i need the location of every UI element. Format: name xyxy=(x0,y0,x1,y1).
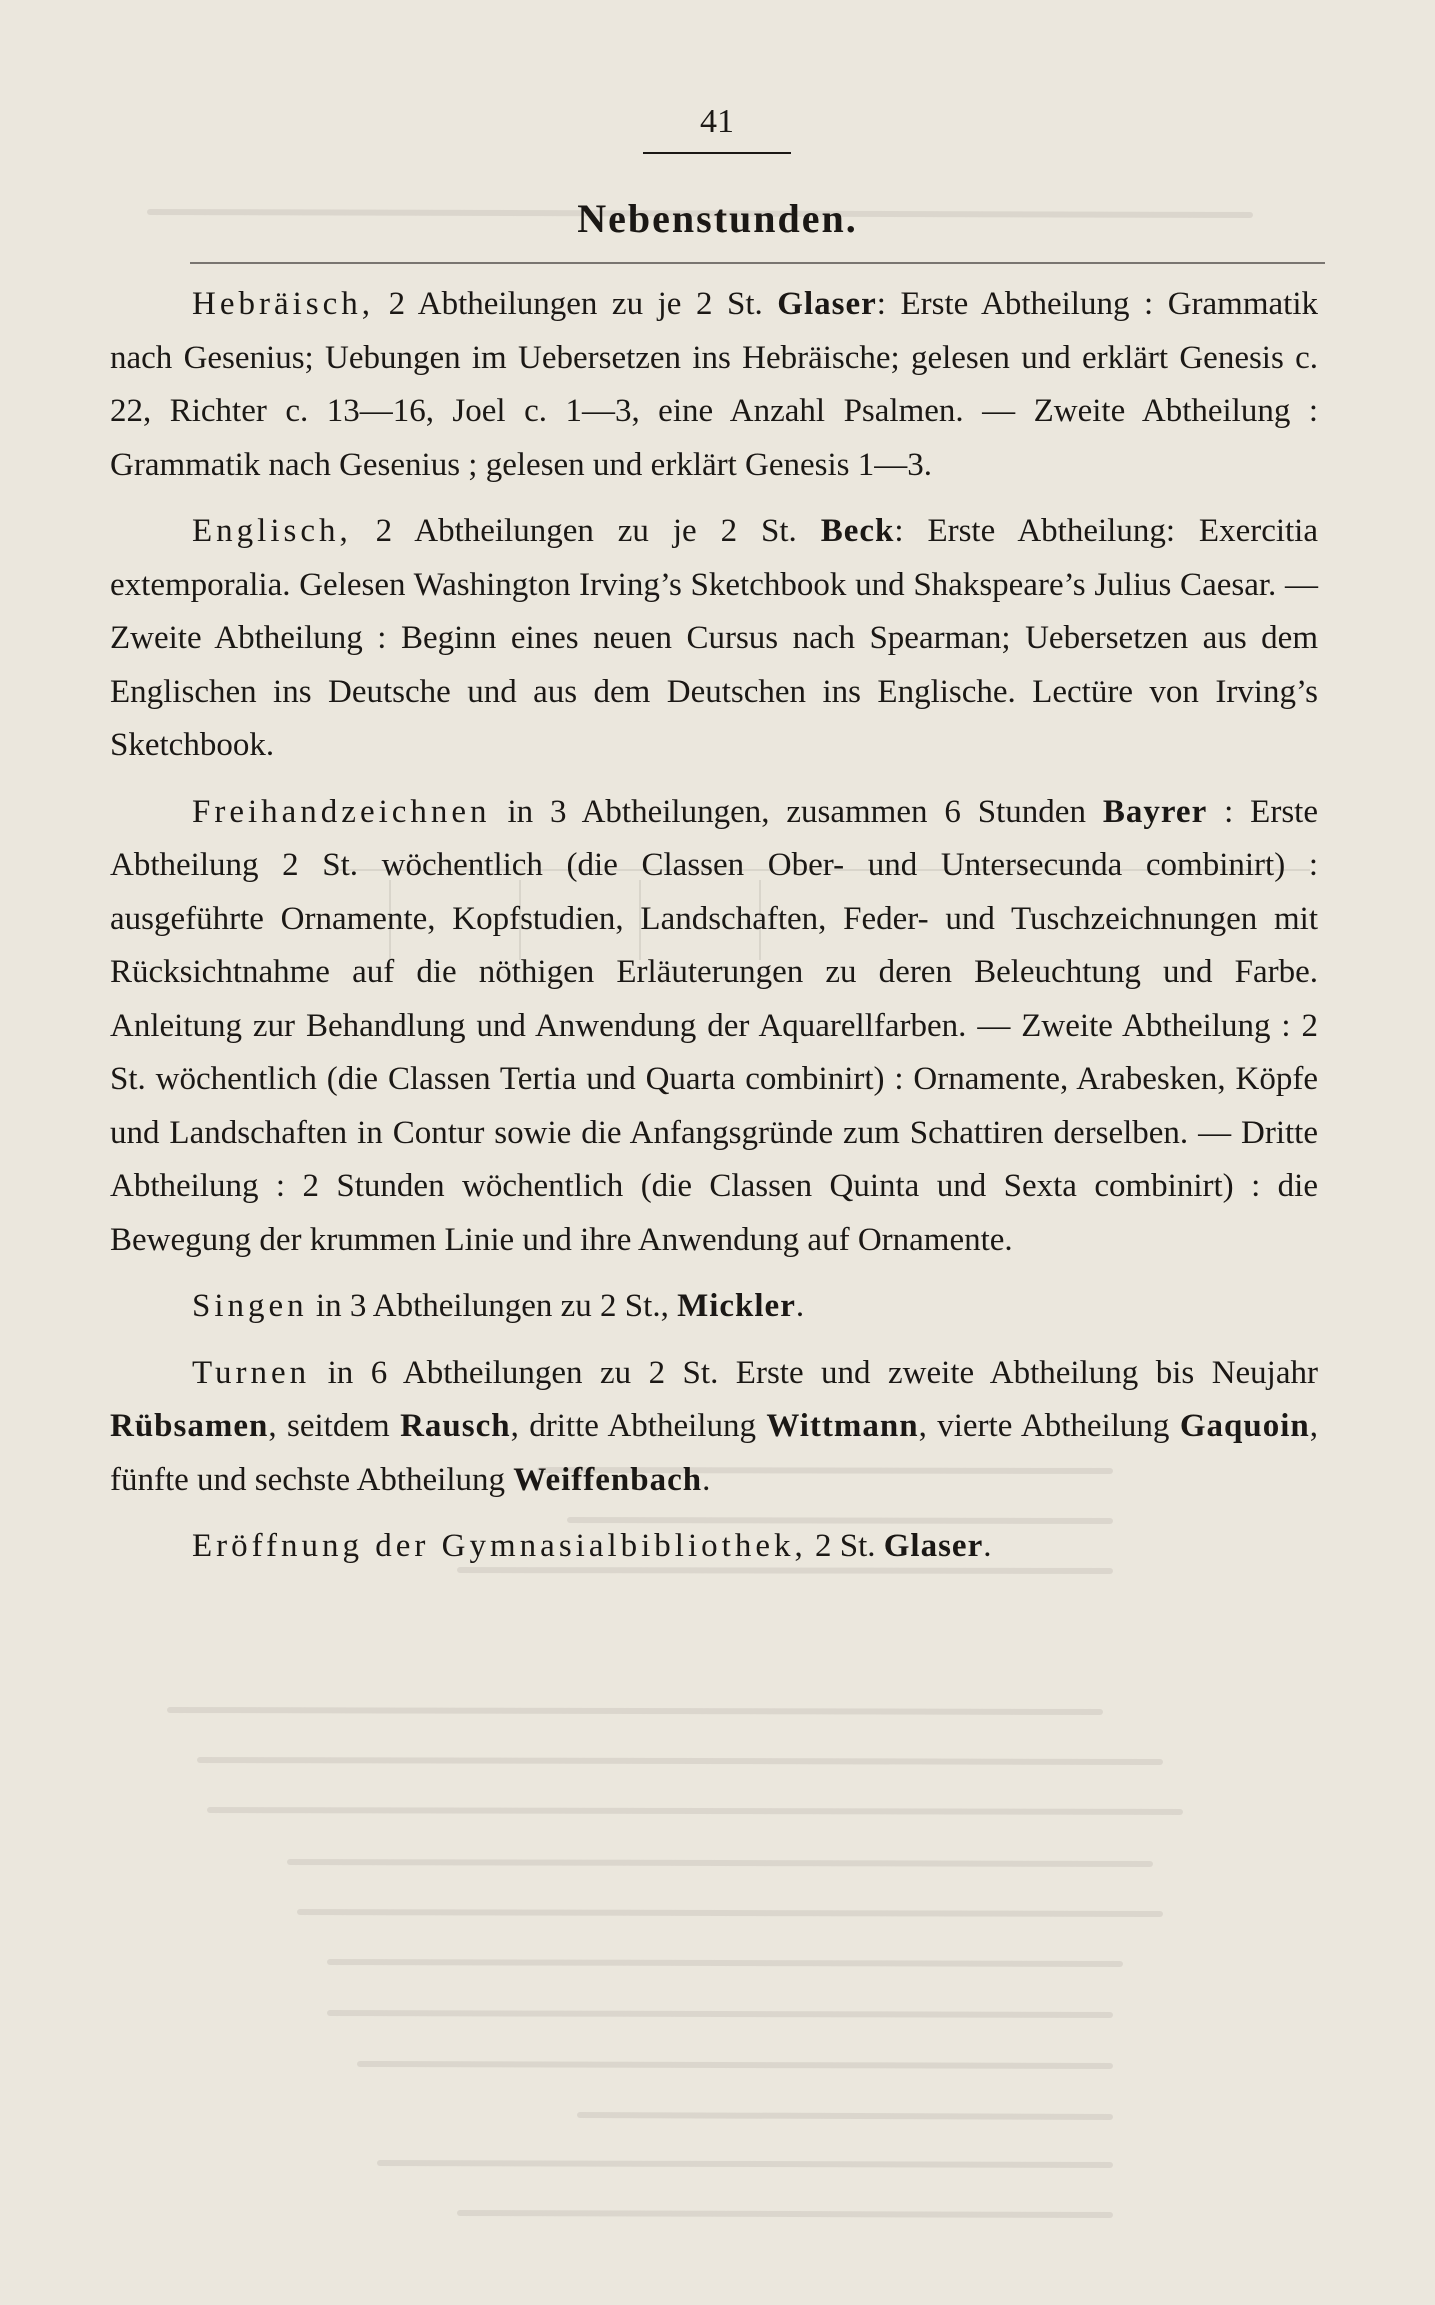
page-number: 41 xyxy=(700,103,734,140)
heading-rule xyxy=(190,262,1325,264)
paragraph-hebraeisch xyxy=(110,278,1318,492)
paragraph-text: in 6 Abtheilungen zu 2 St. Erste und zweite Abtheilung bis Neujahr xyxy=(310,1354,1318,1391)
paragraph-text: 2 Abtheilungen zu je 2 St. xyxy=(351,513,821,549)
section-heading: Nebenstunden. xyxy=(577,196,858,241)
document-body xyxy=(110,278,1318,1587)
paragraph-text: : Erste Abtheilung : Grammatik nach Gesenius; Uebungen im Uebersetzen ins Hebräische; gelesen und erklärt Genesis c. 22, Richter c. 13—16, Joel c. 1—3, eine Anzahl Psalmen. — Zweite Abtheilung : Grammatik nach Gesenius ; gelesen und erklärt Genesis 1—3. xyxy=(110,286,1318,483)
paragraph-text: in 3 Abtheilungen, zusammen 6 Stunden xyxy=(490,793,1103,830)
paragraph-text: , vierte Abtheilung xyxy=(918,1408,1180,1444)
paragraph-text: 2 St. xyxy=(806,1528,884,1564)
paragraph-englisch xyxy=(110,505,1318,773)
paragraph-text: : Erste Abtheilung: Exercitia extemporalia. Gelesen Washington Irving’s Sketchbook und Shakspeare’s Julius Caesar. — Zweite Abtheilung : Beginn eines neuen Cursus nach Spearman; Uebersetzen aus dem Englischen ins Deutsche und aus dem Deutschen ins Englische. Lectüre von Irving’s Sketchbook. xyxy=(110,513,1318,763)
teacher-name: Weiffenbach xyxy=(513,1461,703,1498)
paragraph-text: . xyxy=(983,1528,992,1564)
teacher-name: Rübsamen xyxy=(110,1408,269,1444)
paragraph-text: , seitdem xyxy=(268,1408,401,1444)
subject-label: Hebräisch, xyxy=(192,286,375,322)
teacher-name: Rausch xyxy=(400,1408,511,1444)
paragraph-turnen xyxy=(110,1347,1318,1508)
paragraph-text: . xyxy=(795,1288,805,1324)
paragraph-text: 2 Abtheilungen zu je 2 St. xyxy=(374,286,778,322)
page-header xyxy=(643,102,791,154)
teacher-name: Wittmann xyxy=(766,1408,919,1444)
teacher-name: Beck xyxy=(820,513,895,549)
teacher-name: Glaser xyxy=(883,1528,984,1564)
subject-label: Englisch, xyxy=(192,513,352,549)
paragraph-bibliothek xyxy=(110,1520,1318,1574)
paragraph-text: , dritte Abtheilung xyxy=(510,1408,767,1444)
paragraph-freihandzeichnen xyxy=(110,786,1318,1268)
paragraph-text: . xyxy=(702,1461,711,1498)
teacher-name: Bayrer xyxy=(1102,793,1208,830)
paragraph-text: , fünfte und sechste Abtheilung xyxy=(110,1408,1318,1498)
subject-label: Eröffnung der Gymnasialbibliothek, xyxy=(192,1528,807,1564)
teacher-name: Gaquoin xyxy=(1179,1408,1310,1444)
paragraph-text: : Erste Abtheilung 2 St. wöchentlich (die Classen Ober- und Untersecunda combinirt) : ausgeführte Ornamente, Kopfstudien, Landschaften, Feder- und Tuschzeichnungen mit Rücksichtnahme auf die nöthigen Erläuterungen zu deren Beleuchtung und Farbe. Anleitung zur Behandlung und Anwendung der Aquarellfarben. — Zweite Abtheilung : 2 St. wöchentlich (die Classen Tertia und Quarta combinirt) : Ornamente, Arabesken, Köpfe und Landschaften in Contur sowie die Anfangsgründe zum Schattiren derselben. — Dritte Abtheilung : 2 Stunden wöchentlich (die Classen Quinta und Sexta combinirt) : die Bewegung der krummen Linie und ihre Anwendung auf Ornamente. xyxy=(110,793,1318,1258)
subject-label: Singen xyxy=(192,1288,308,1324)
paragraph-singen xyxy=(110,1280,1318,1334)
teacher-name: Glaser xyxy=(777,286,877,322)
subject-label: Turnen xyxy=(192,1354,311,1391)
paragraph-text: in 3 Abtheilungen zu 2 St., xyxy=(307,1288,678,1324)
teacher-name: Mickler xyxy=(677,1288,796,1324)
subject-label: Freihandzeichnen xyxy=(192,793,491,830)
page-number-rule xyxy=(643,152,791,154)
